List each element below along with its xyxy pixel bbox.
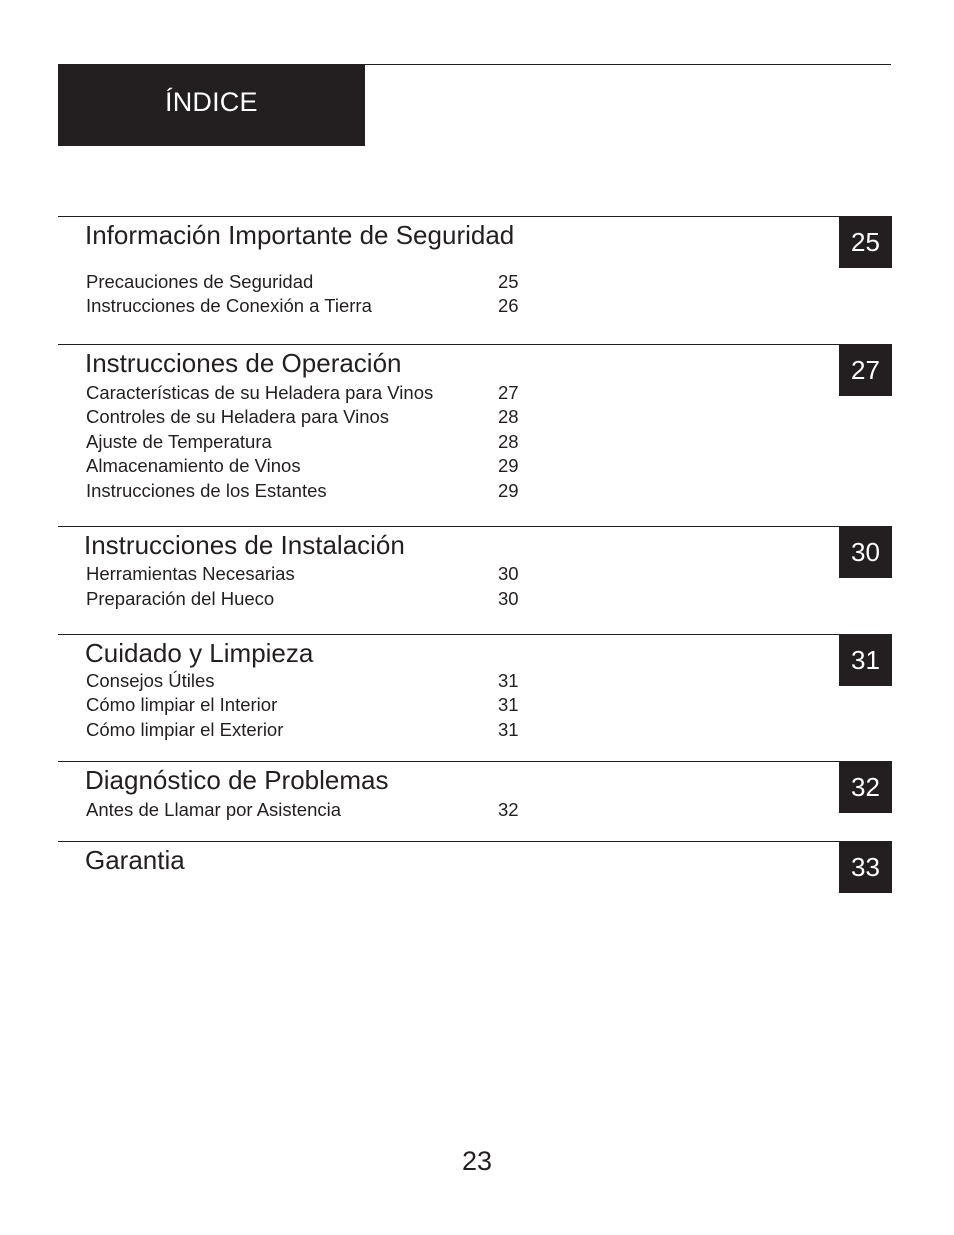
toc-item[interactable]: Almacenamiento de Vinos: [86, 455, 301, 476]
toc-item-page: 31: [498, 719, 519, 740]
toc-section-safety: [58, 216, 891, 316]
toc-item[interactable]: Instrucciones de los Estantes: [86, 480, 327, 501]
toc-item[interactable]: Características de su Heladera para Vinos: [86, 382, 434, 403]
toc-item[interactable]: Ajuste de Temperatura: [86, 431, 272, 452]
toc-item-page: 31: [498, 670, 519, 691]
toc-item[interactable]: Cómo limpiar el Interior: [86, 694, 278, 715]
toc-section-installation: [58, 526, 891, 609]
toc-item-page: 27: [498, 382, 519, 403]
toc-item-page: 32: [498, 799, 519, 820]
toc-item[interactable]: Herramientas Necesarias: [86, 563, 295, 584]
toc-section-warranty: [58, 841, 891, 882]
toc-section-troubleshooting: [58, 761, 891, 820]
toc-item[interactable]: Instrucciones de Conexión a Tierra: [86, 295, 372, 316]
section-page-badge[interactable]: 30: [839, 526, 892, 578]
toc-section-operation: [58, 344, 891, 501]
toc-item-page: 29: [498, 480, 519, 501]
toc-section-care: [58, 634, 891, 740]
section-title[interactable]: Instrucciones de Instalación: [84, 530, 405, 560]
toc-item-page: 25: [498, 271, 519, 292]
toc-item[interactable]: Consejos Útiles: [86, 670, 215, 691]
toc-item-page: 26: [498, 295, 519, 316]
toc-item[interactable]: Precauciones de Seguridad: [86, 271, 314, 292]
toc-item[interactable]: Antes de Llamar por Asistencia: [86, 799, 342, 820]
toc-item-page: 30: [498, 563, 519, 584]
section-title[interactable]: Instrucciones de Operación: [85, 348, 402, 378]
section-page-badge[interactable]: 32: [839, 761, 892, 813]
section-page-badge[interactable]: 31: [839, 634, 892, 686]
index-header: [58, 64, 365, 146]
page-number: 23: [461, 1146, 493, 1176]
section-title[interactable]: Garantia: [85, 845, 185, 875]
toc-item-page: 30: [498, 588, 519, 609]
toc-item-page: 28: [498, 431, 519, 452]
toc-item-page: 28: [498, 406, 519, 427]
toc-item[interactable]: Preparación del Hueco: [86, 588, 275, 609]
toc-item-page: 29: [498, 455, 519, 476]
toc-item-page: 31: [498, 694, 519, 715]
header-rule: [365, 64, 891, 65]
section-page-badge[interactable]: 33: [839, 841, 892, 893]
toc-item[interactable]: Cómo limpiar el Exterior: [86, 719, 284, 740]
section-title[interactable]: Cuidado y Limpieza: [85, 638, 314, 668]
section-page-badge[interactable]: 25: [839, 216, 892, 268]
section-title[interactable]: Diagnóstico de Problemas: [85, 765, 389, 795]
section-title[interactable]: Información Importante de Seguridad: [85, 220, 515, 250]
toc-item[interactable]: Controles de su Heladera para Vinos: [86, 406, 390, 427]
index-title: ÍNDICE: [165, 87, 258, 117]
section-page-badge[interactable]: 27: [839, 344, 892, 396]
